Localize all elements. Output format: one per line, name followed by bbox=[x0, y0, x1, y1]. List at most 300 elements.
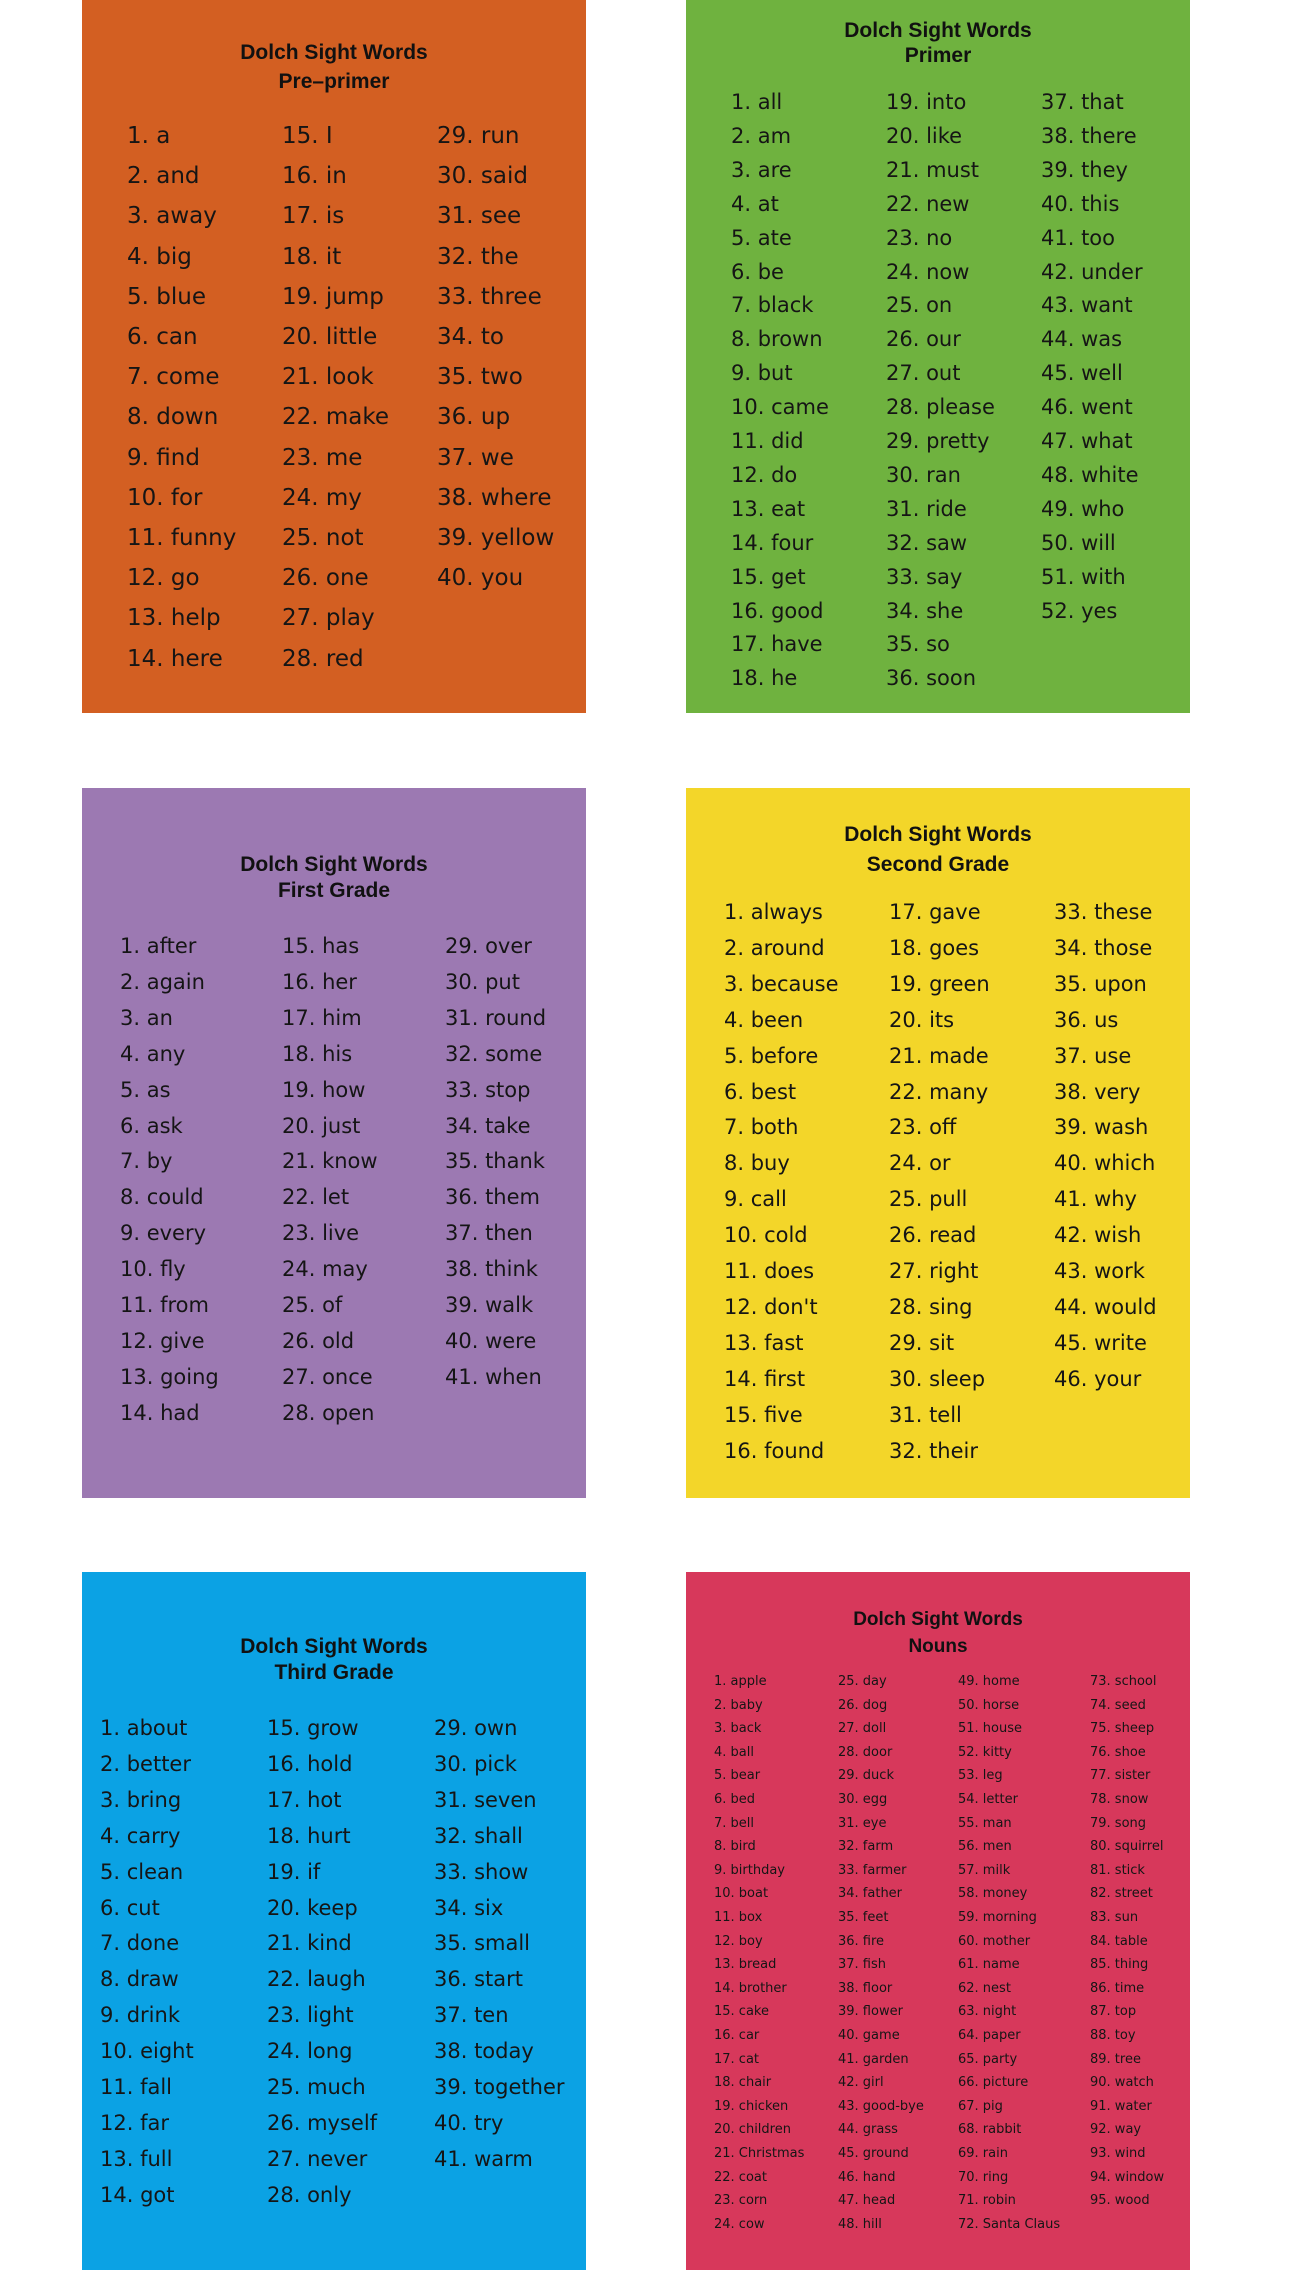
sight-word: 17. have bbox=[731, 632, 823, 657]
sight-word: 14. brother bbox=[714, 1980, 787, 1996]
sight-word: 8. buy bbox=[724, 1151, 790, 1176]
sight-word: 92. way bbox=[1090, 2122, 1142, 2138]
sight-word: 27. out bbox=[886, 361, 961, 386]
card-subtitle: Third Grade bbox=[274, 1661, 394, 1684]
sight-word: 15. grow bbox=[267, 1716, 359, 1740]
sight-word: 43. good-bye bbox=[838, 2098, 924, 2114]
sight-word: 33. show bbox=[434, 1859, 529, 1884]
sight-word: 90. watch bbox=[1090, 2075, 1154, 2091]
sight-word: 36. fire bbox=[838, 1933, 885, 1949]
sight-word: 7. done bbox=[100, 1931, 180, 1956]
sight-word: 5. before bbox=[724, 1043, 819, 1068]
sight-word: 11. does bbox=[724, 1259, 815, 1283]
card-pre-primer bbox=[82, 0, 586, 713]
sight-word: 28. please bbox=[886, 395, 995, 420]
sight-word: 24. now bbox=[886, 259, 970, 284]
sight-word: 52. kitty bbox=[958, 1744, 1012, 1760]
sight-word: 42. girl bbox=[838, 2075, 884, 2091]
sight-word: 25. not bbox=[282, 525, 364, 551]
sight-word: 10. cold bbox=[724, 1223, 808, 1248]
sight-word: 35. thank bbox=[445, 1149, 545, 1174]
sight-word: 35. small bbox=[434, 1931, 531, 1956]
sight-word: 24. long bbox=[267, 2039, 353, 2064]
sight-word: 35. upon bbox=[1054, 971, 1147, 996]
sight-word: 32. saw bbox=[886, 530, 968, 555]
sight-word: 11. funny bbox=[127, 525, 237, 551]
sight-word: 28. only bbox=[267, 2182, 352, 2207]
sight-word: 38. think bbox=[445, 1257, 538, 1282]
sight-word: 44. would bbox=[1054, 1294, 1157, 1319]
sight-word: 37. fish bbox=[838, 1957, 887, 1973]
card-title: Dolch Sight Words bbox=[844, 19, 1032, 42]
sight-word: 24. may bbox=[282, 1257, 368, 1282]
sight-word: 91. water bbox=[1090, 2098, 1152, 2114]
sight-word: 48. white bbox=[1041, 462, 1139, 487]
sight-word: 12. do bbox=[731, 462, 798, 487]
sight-word: 3. bring bbox=[100, 1787, 182, 1812]
sight-word: 34. six bbox=[434, 1895, 504, 1920]
sight-word: 17. cat bbox=[714, 2051, 760, 2067]
sight-word: 17. him bbox=[282, 1005, 362, 1030]
card-subtitle: Nouns bbox=[908, 1636, 968, 1657]
sight-word: 39. together bbox=[434, 2075, 565, 2099]
sight-word: 21. made bbox=[889, 1043, 989, 1068]
sight-word: 24. my bbox=[282, 484, 362, 511]
sight-word: 9. birthday bbox=[714, 1862, 785, 1878]
sight-word: 25. of bbox=[282, 1293, 343, 1317]
sight-word: 25. on bbox=[886, 293, 953, 318]
sight-word: 18. chair bbox=[714, 2075, 772, 2091]
sight-word: 95. wood bbox=[1090, 2193, 1150, 2209]
sight-word: 34. she bbox=[886, 598, 964, 623]
card-nouns bbox=[686, 1572, 1190, 2270]
sight-word: 18. goes bbox=[889, 935, 980, 960]
sight-word: 41. when bbox=[445, 1364, 542, 1389]
sight-word: 31. ride bbox=[886, 496, 967, 521]
sight-word: 58. money bbox=[958, 1886, 1028, 1902]
sight-word: 9. find bbox=[127, 444, 200, 471]
sight-word: 16. her bbox=[282, 969, 357, 994]
sight-word: 10. came bbox=[731, 395, 829, 420]
sight-word: 35. so bbox=[886, 632, 950, 657]
sight-word: 27. right bbox=[889, 1259, 979, 1283]
sight-word: 4. big bbox=[127, 243, 192, 270]
sight-word: 44. grass bbox=[838, 2122, 898, 2138]
sight-word: 15. cake bbox=[714, 2004, 769, 2020]
sight-word: 6. can bbox=[127, 324, 198, 350]
sight-word: 37. we bbox=[437, 444, 514, 471]
sight-word: 82. street bbox=[1090, 1886, 1153, 1902]
sight-word: 56. men bbox=[958, 1839, 1012, 1855]
sight-word: 18. it bbox=[282, 243, 342, 270]
sight-word: 11. did bbox=[731, 429, 804, 453]
sight-word: 23. no bbox=[886, 225, 953, 250]
sight-word: 37. that bbox=[1041, 90, 1124, 114]
sight-word: 38. today bbox=[434, 2039, 534, 2064]
sight-word: 1. about bbox=[100, 1716, 188, 1740]
sight-word: 19. chicken bbox=[714, 2098, 789, 2114]
sight-word: 12. give bbox=[120, 1328, 205, 1353]
sight-word: 80. squirrel bbox=[1090, 1839, 1164, 1855]
sight-word: 75. sheep bbox=[1090, 1721, 1155, 1737]
sight-word: 28. open bbox=[282, 1400, 375, 1425]
sight-word: 11. box bbox=[714, 1910, 763, 1925]
sight-word: 31. eye bbox=[838, 1815, 887, 1831]
sight-word: 19. into bbox=[886, 90, 967, 114]
sight-word: 23. light bbox=[267, 2003, 354, 2028]
sight-word: 42. under bbox=[1041, 259, 1143, 284]
sight-word: 14. here bbox=[127, 645, 223, 672]
sight-word: 30. put bbox=[445, 969, 520, 994]
sight-word: 20. children bbox=[714, 2122, 791, 2138]
sight-word: 52. yes bbox=[1041, 598, 1118, 623]
sight-word: 6. ask bbox=[120, 1113, 183, 1138]
card-subtitle: Pre–primer bbox=[278, 70, 390, 93]
card-heading bbox=[82, 38, 586, 96]
sight-word: 71. robin bbox=[958, 2193, 1016, 2209]
sight-word: 36. up bbox=[437, 404, 511, 431]
sight-word: 25. day bbox=[838, 1674, 887, 1689]
sight-word: 17. is bbox=[282, 203, 345, 230]
sight-word: 39. yellow bbox=[437, 525, 555, 551]
sight-word: 50. horse bbox=[958, 1697, 1020, 1713]
sight-word: 35. two bbox=[437, 364, 523, 391]
sight-word: 31. round bbox=[445, 1005, 547, 1030]
sight-word: 32. farm bbox=[838, 1839, 894, 1855]
sight-word: 15. I bbox=[282, 123, 333, 149]
sight-word: 40. game bbox=[838, 2028, 900, 2043]
card-title: Dolch Sight Words bbox=[240, 41, 428, 64]
sight-word: 68. rabbit bbox=[958, 2122, 1022, 2138]
sight-word: 16. found bbox=[724, 1438, 825, 1463]
sight-word: 46. hand bbox=[838, 2169, 896, 2185]
sight-word: 14. had bbox=[120, 1400, 200, 1425]
sight-word: 13. help bbox=[127, 605, 221, 632]
sight-word: 41. warm bbox=[434, 2146, 533, 2171]
sight-word: 12. go bbox=[127, 565, 200, 592]
sight-word: 50. will bbox=[1041, 530, 1116, 555]
sight-word: 29. duck bbox=[838, 1768, 894, 1784]
sight-word: 4. been bbox=[724, 1007, 804, 1032]
sight-word: 3. back bbox=[714, 1721, 762, 1737]
sight-word: 22. coat bbox=[714, 2169, 767, 2185]
sight-word: 8. bird bbox=[714, 1839, 756, 1855]
sight-word: 5. ate bbox=[731, 225, 792, 250]
sight-word: 6. cut bbox=[100, 1895, 160, 1920]
sight-word: 74. seed bbox=[1090, 1697, 1146, 1713]
sight-word: 45. well bbox=[1041, 361, 1123, 386]
sight-word: 13. full bbox=[100, 2146, 173, 2171]
sight-word: 8. down bbox=[127, 404, 219, 431]
sight-word: 2. better bbox=[100, 1751, 191, 1776]
sight-word: 21. know bbox=[282, 1149, 378, 1174]
sight-word: 53. leg bbox=[958, 1768, 1003, 1784]
card-heading bbox=[82, 1634, 586, 1686]
sight-word: 42. wish bbox=[1054, 1223, 1142, 1248]
card-title: Dolch Sight Words bbox=[240, 1635, 428, 1658]
sight-word: 6. bed bbox=[714, 1792, 756, 1807]
sight-word: 1. always bbox=[724, 900, 823, 924]
sight-word: 43. want bbox=[1041, 293, 1133, 318]
sight-word: 15. get bbox=[731, 564, 806, 589]
sight-word: 9. every bbox=[120, 1221, 207, 1246]
sight-word: 7. both bbox=[724, 1115, 799, 1140]
sight-word: 6. best bbox=[724, 1079, 797, 1104]
card-subtitle: First Grade bbox=[277, 879, 391, 902]
sight-word: 11. fall bbox=[100, 2075, 173, 2099]
sight-word: 41. too bbox=[1041, 225, 1116, 250]
sight-word: 26. read bbox=[889, 1223, 977, 1248]
sight-word: 37. ten bbox=[434, 2003, 509, 2028]
sight-word: 22. many bbox=[889, 1079, 989, 1104]
sight-word: 17. gave bbox=[889, 900, 981, 924]
sight-word: 45. write bbox=[1054, 1330, 1147, 1355]
sight-word: 54. letter bbox=[958, 1792, 1018, 1807]
card-subtitle: Primer bbox=[904, 44, 972, 67]
sight-word: 34. take bbox=[445, 1113, 531, 1138]
card-heading bbox=[686, 820, 1190, 880]
sight-word: 27. never bbox=[267, 2146, 368, 2171]
sight-word: 32. some bbox=[445, 1041, 543, 1066]
sight-word: 27. doll bbox=[838, 1721, 887, 1737]
sight-word: 37. then bbox=[445, 1221, 533, 1246]
sight-word: 30. sleep bbox=[889, 1366, 986, 1391]
sight-word: 39. wash bbox=[1054, 1115, 1149, 1140]
sight-word: 32. the bbox=[437, 243, 519, 270]
sight-word: 31. seven bbox=[434, 1787, 537, 1812]
sight-word: 24. or bbox=[889, 1151, 951, 1176]
sight-word: 36. us bbox=[1054, 1007, 1119, 1032]
sight-word: 13. going bbox=[120, 1364, 219, 1389]
sight-word: 20. just bbox=[282, 1113, 361, 1138]
sight-word: 1. apple bbox=[714, 1674, 767, 1689]
sight-word: 16. car bbox=[714, 2028, 760, 2043]
sight-word: 41. garden bbox=[838, 2051, 909, 2067]
card-title: Dolch Sight Words bbox=[240, 853, 428, 876]
sight-word: 59. morning bbox=[958, 1910, 1037, 1925]
sight-word: 30. said bbox=[437, 163, 528, 190]
sight-word: 20. like bbox=[886, 123, 963, 148]
sight-word: 49. home bbox=[958, 1674, 1020, 1689]
card-heading bbox=[686, 1606, 1190, 1660]
sight-word: 79. song bbox=[1090, 1815, 1147, 1831]
sight-word: 85. thing bbox=[1090, 1957, 1149, 1973]
sight-word: 29. pretty bbox=[886, 429, 990, 453]
sight-word: 38. floor bbox=[838, 1980, 893, 1996]
sight-word: 22. laugh bbox=[267, 1967, 366, 1992]
sight-word: 1. all bbox=[731, 90, 783, 114]
sight-word: 41. why bbox=[1054, 1187, 1137, 1212]
sight-word: 32. shall bbox=[434, 1823, 523, 1848]
sight-word: 3. away bbox=[127, 203, 217, 230]
sight-word: 45. ground bbox=[838, 2146, 909, 2161]
sight-word: 22. new bbox=[886, 191, 970, 216]
sight-word: 26. myself bbox=[267, 2110, 378, 2135]
sight-word: 72. Santa Claus bbox=[958, 2216, 1061, 2232]
card-second-grade bbox=[686, 788, 1190, 1498]
sight-word: 19. green bbox=[889, 971, 990, 996]
sight-word: 4. ball bbox=[714, 1744, 754, 1760]
sight-word: 61. name bbox=[958, 1957, 1020, 1973]
sight-word: 29. own bbox=[434, 1716, 518, 1740]
sight-word: 10. fly bbox=[120, 1257, 186, 1282]
sight-word: 4. any bbox=[120, 1041, 186, 1066]
sight-word: 10. boat bbox=[714, 1886, 769, 1902]
sight-word: 19. jump bbox=[282, 283, 384, 310]
sight-word: 34. those bbox=[1054, 935, 1153, 960]
sight-word: 16. hold bbox=[267, 1751, 353, 1776]
sight-word: 40. which bbox=[1054, 1151, 1156, 1176]
sight-word: 33. stop bbox=[445, 1077, 531, 1102]
sight-word: 89. tree bbox=[1090, 2051, 1141, 2067]
sight-word: 12. boy bbox=[714, 1933, 763, 1949]
sight-word: 46. went bbox=[1041, 395, 1133, 420]
sight-word: 7. black bbox=[731, 293, 814, 318]
sight-word: 25. much bbox=[267, 2075, 366, 2099]
sight-word: 17. hot bbox=[267, 1787, 342, 1812]
sight-word: 23. live bbox=[282, 1221, 360, 1246]
sight-word: 7. by bbox=[120, 1149, 173, 1174]
card-first-grade bbox=[82, 788, 586, 1498]
sight-word: 38. where bbox=[437, 484, 552, 511]
sight-word: 18. hurt bbox=[267, 1823, 351, 1848]
sight-word: 13. eat bbox=[731, 496, 806, 521]
sight-word: 40. try bbox=[434, 2110, 504, 2135]
card-title: Dolch Sight Words bbox=[844, 823, 1032, 846]
sight-word: 9. call bbox=[724, 1187, 787, 1212]
sight-word: 39. flower bbox=[838, 2004, 903, 2020]
sight-word: 16. good bbox=[731, 598, 824, 623]
sight-word: 20. little bbox=[282, 324, 378, 350]
sight-word: 30. pick bbox=[434, 1751, 517, 1776]
card-heading bbox=[686, 18, 1190, 68]
sight-word: 10. for bbox=[127, 484, 203, 511]
sight-word: 3. because bbox=[724, 971, 839, 996]
sight-word: 27. once bbox=[282, 1364, 373, 1389]
sight-word: 18. he bbox=[731, 666, 798, 691]
sight-word: 28. door bbox=[838, 1744, 893, 1760]
sight-word: 73. school bbox=[1090, 1674, 1157, 1689]
sight-word: 38. very bbox=[1054, 1079, 1141, 1104]
sight-word: 39. they bbox=[1041, 157, 1128, 182]
sight-word: 20. its bbox=[889, 1007, 955, 1032]
sight-word: 8. draw bbox=[100, 1967, 179, 1992]
sight-word: 5. bear bbox=[714, 1768, 761, 1784]
sight-word: 51. house bbox=[958, 1721, 1023, 1737]
sight-word: 51. with bbox=[1041, 564, 1126, 589]
sight-word: 14. four bbox=[731, 530, 814, 555]
sight-word: 87. top bbox=[1090, 2004, 1137, 2020]
sight-word: 81. stick bbox=[1090, 1862, 1145, 1878]
sight-word: 14. first bbox=[724, 1366, 806, 1391]
sight-word: 94. window bbox=[1090, 2169, 1165, 2185]
sight-word: 36. start bbox=[434, 1967, 523, 1992]
sight-word: 26. dog bbox=[838, 1697, 888, 1713]
sight-word: 77. sister bbox=[1090, 1768, 1151, 1784]
sight-word: 57. milk bbox=[958, 1862, 1011, 1878]
sight-word: 11. from bbox=[120, 1293, 209, 1317]
sight-word: 25. pull bbox=[889, 1187, 968, 1212]
sight-word: 65. party bbox=[958, 2051, 1018, 2067]
sight-word: 10. eight bbox=[100, 2039, 194, 2064]
sight-word: 33. farmer bbox=[838, 1862, 907, 1878]
sight-word: 29. sit bbox=[889, 1330, 955, 1355]
sight-word: 31. tell bbox=[889, 1402, 962, 1427]
sight-word: 28. red bbox=[282, 645, 364, 672]
sight-word: 40. you bbox=[437, 565, 524, 592]
sight-word: 63. night bbox=[958, 2004, 1017, 2020]
sight-word: 2. baby bbox=[714, 1697, 763, 1713]
sight-word: 7. bell bbox=[714, 1815, 755, 1831]
sight-word: 48. hill bbox=[838, 2216, 882, 2232]
sight-word: 69. rain bbox=[958, 2146, 1008, 2161]
sight-word: 9. drink bbox=[100, 2003, 180, 2028]
sight-word: 31. see bbox=[437, 203, 522, 230]
sight-word: 22. make bbox=[282, 404, 390, 431]
card-title: Dolch Sight Words bbox=[853, 1609, 1023, 1630]
sight-word: 44. was bbox=[1041, 327, 1123, 352]
sight-word: 40. were bbox=[445, 1328, 537, 1353]
sight-word: 3. are bbox=[731, 157, 792, 182]
sight-word: 26. old bbox=[282, 1328, 355, 1353]
sight-word: 93. wind bbox=[1090, 2146, 1146, 2161]
sight-word: 12. far bbox=[100, 2110, 169, 2135]
sight-word: 46. your bbox=[1054, 1366, 1142, 1391]
card-primer bbox=[686, 0, 1190, 713]
sight-word: 6. be bbox=[731, 259, 784, 284]
sight-word: 4. carry bbox=[100, 1823, 181, 1848]
sight-word: 43. work bbox=[1054, 1259, 1145, 1283]
sight-word: 39. walk bbox=[445, 1293, 534, 1317]
sight-word: 23. corn bbox=[714, 2193, 768, 2209]
sight-word: 60. mother bbox=[958, 1933, 1031, 1949]
sight-word: 29. over bbox=[445, 934, 532, 958]
sight-word: 24. cow bbox=[714, 2216, 765, 2232]
sight-word: 49. who bbox=[1041, 496, 1125, 521]
sight-word: 19. how bbox=[282, 1077, 366, 1102]
sight-word: 5. as bbox=[120, 1077, 171, 1102]
sight-word: 5. blue bbox=[127, 283, 206, 310]
sight-word: 1. a bbox=[127, 123, 171, 149]
sight-word: 21. look bbox=[282, 364, 374, 391]
sight-word: 16. in bbox=[282, 163, 347, 190]
card-subtitle: Second Grade bbox=[866, 853, 1010, 876]
sight-word: 83. sun bbox=[1090, 1910, 1139, 1925]
sight-word: 34. father bbox=[838, 1886, 903, 1902]
sight-word: 5. clean bbox=[100, 1859, 184, 1884]
sight-word: 36. soon bbox=[886, 666, 977, 691]
sight-word: 20. keep bbox=[267, 1895, 358, 1920]
sight-word: 3. an bbox=[120, 1005, 173, 1030]
sight-word: 62. nest bbox=[958, 1980, 1011, 1996]
sight-word: 19. if bbox=[267, 1859, 321, 1884]
sight-word: 15. has bbox=[282, 934, 360, 958]
sight-word: 55. man bbox=[958, 1815, 1012, 1831]
sight-word: 34. to bbox=[437, 324, 504, 350]
sight-word: 29. run bbox=[437, 123, 520, 149]
sight-word: 40. this bbox=[1041, 191, 1120, 216]
sight-word: 33. three bbox=[437, 283, 542, 310]
sight-word: 2. and bbox=[127, 163, 200, 190]
sight-word: 23. off bbox=[889, 1115, 957, 1140]
sight-word: 84. table bbox=[1090, 1933, 1148, 1949]
sight-word: 33. say bbox=[886, 564, 963, 589]
sight-word: 15. five bbox=[724, 1402, 803, 1427]
sight-word: 64. paper bbox=[958, 2028, 1021, 2043]
sight-word: 76. shoe bbox=[1090, 1744, 1146, 1760]
sight-word: 86. time bbox=[1090, 1980, 1145, 1996]
sight-word: 1. after bbox=[120, 934, 197, 958]
